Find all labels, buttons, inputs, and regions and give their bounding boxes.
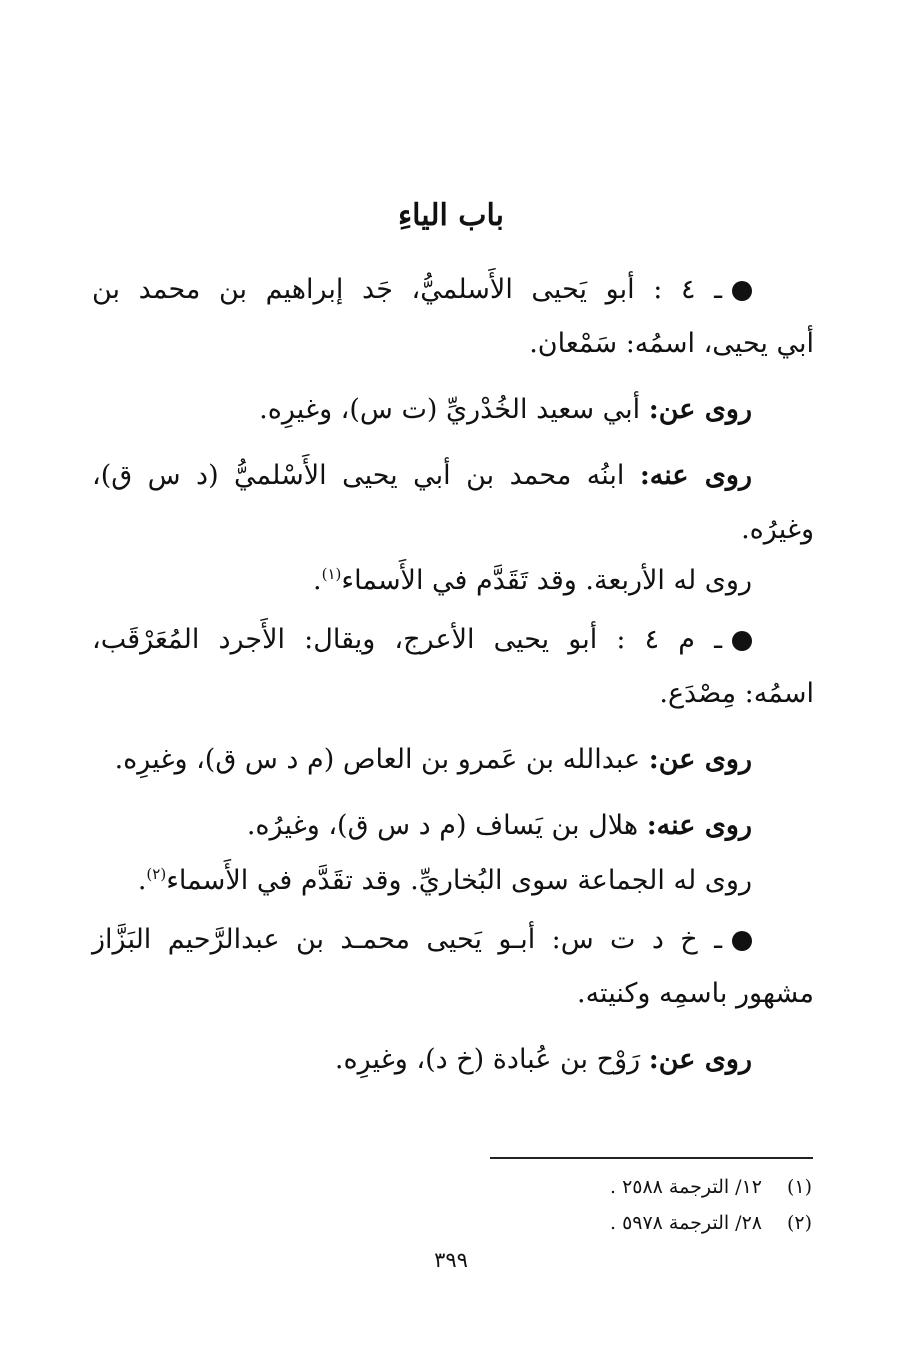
bullet-icon [732, 931, 752, 951]
entry-2-rawa-an [115, 742, 752, 778]
entry-3-title-line-2: مشهور باسمِه وكنيته. [577, 978, 814, 1009]
entry-2-rawa-anhu [247, 808, 752, 844]
rawa-lahu-text: روى له الأربعة. وقد تَقَدَّم في الأَسماء [341, 565, 752, 596]
rawa-anhu-text: هلال بن يَساف (م د س ق)، وغيرُه. [246, 810, 647, 841]
bullet-icon [732, 631, 752, 651]
chapter-heading: باب الياءِ [398, 198, 504, 233]
entry-3-rawa-an [335, 1042, 752, 1078]
rawa-an-label: روى عن: [648, 1044, 752, 1075]
rawa-anhu-text: ابنُه محمد بن أبي يحيى الأَسْلميُّ (د س ق)، [92, 460, 640, 491]
entry-2-title-line-1 [92, 622, 752, 658]
footnote-number: (٢) [786, 1212, 812, 1234]
rawa-lahu-text: روى له الجماعة سوى البُخاريِّ. وقد تقَدَّم في الأَسماء [166, 865, 752, 896]
footnote-text: ٢٨/ الترجمة ٥٩٧٨ . [609, 1212, 762, 1234]
entry-1-rawa-an [259, 392, 752, 428]
footnote-1 [610, 1174, 812, 1200]
rawa-an-text: رَوْح بن عُبادة (خ د)، وغيرِه. [334, 1044, 649, 1075]
entry-2-title-text: ـ م ٤ : أبو يحيى الأعرج، ويقال: الأَجرد المُعَرْقَب، [92, 624, 722, 655]
footnote-ref-2: (٢) [146, 865, 167, 883]
rawa-an-label: روى عن: [648, 394, 752, 425]
rawa-an-text: أبي سعيد الخُدْريِّ (ت س)، وغيرِه. [259, 394, 649, 425]
entry-1-rawa-lahu [313, 556, 752, 599]
rawa-anhu-label: روى عنه: [646, 810, 752, 841]
entry-1-title-text: ـ ٤ : أبو يَحيى الأَسلميُّ، جَد إبراهيم بن محمد بن [92, 274, 722, 305]
footnote-divider [490, 1157, 813, 1159]
entry-1-rawa-anhu-line-2: وغيرُه. [741, 514, 814, 545]
end-punct: . [137, 865, 147, 896]
entry-3-title-line-1 [92, 922, 752, 958]
entry-1-title-line-2: أبي يحيى، اسمُه: سَمْعان. [529, 328, 814, 359]
rawa-anhu-label: روى عنه: [639, 460, 753, 491]
rawa-an-text: عبدالله بن عَمرو بن العاص (م د س ق)، وغيرِه. [114, 744, 649, 775]
entry-1-title-line-1 [92, 272, 752, 308]
entry-3-title-text: ـ خ د ت س: أبـو يَحيى محمـد بن عبدالرَّحيم البَزَّاز [92, 924, 722, 955]
entry-2-title-line-2: اسمُه: مِصْدَع. [659, 678, 814, 709]
footnote-text: ١٢/ الترجمة ٢٥٨٨ . [609, 1176, 762, 1198]
entry-2-rawa-lahu [138, 856, 752, 899]
footnote-ref-1: (١) [321, 565, 342, 583]
footnote-number: (١) [786, 1176, 812, 1198]
bullet-icon [732, 281, 752, 301]
end-punct: . [313, 565, 322, 596]
entry-1-rawa-anhu-line-1 [92, 458, 752, 494]
footnote-2 [610, 1210, 812, 1236]
rawa-an-label: روى عن: [648, 744, 752, 775]
page-number: ٣٩٩ [434, 1248, 468, 1272]
